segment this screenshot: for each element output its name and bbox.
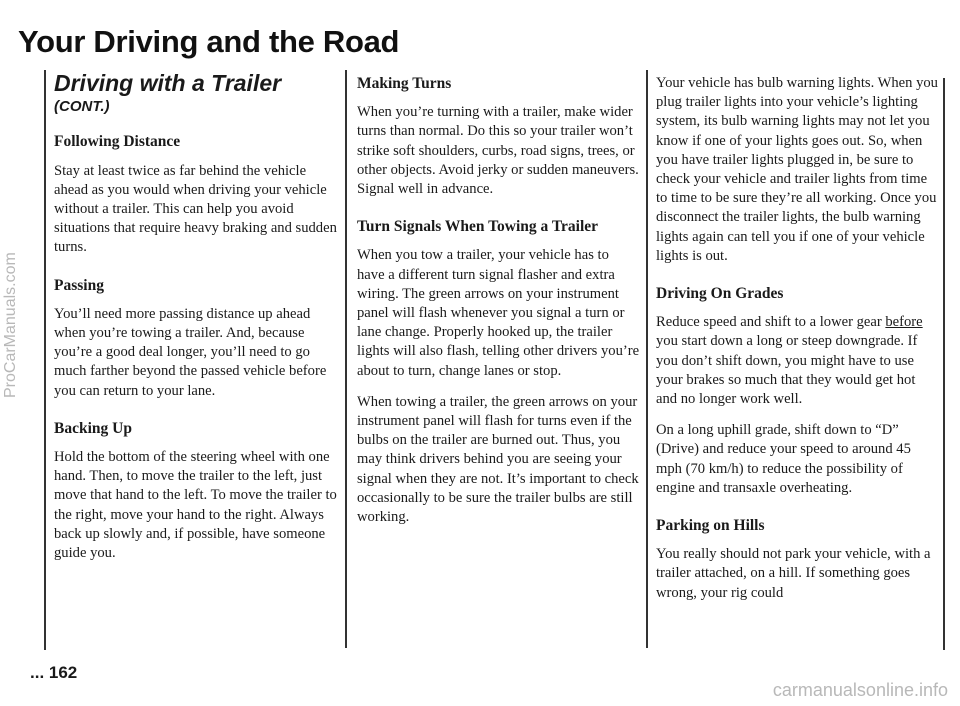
heading-making-turns: Making Turns xyxy=(357,75,452,92)
text-grades-1 xyxy=(656,313,938,409)
text-backing-up: Hold the bottom of the steering wheel with one hand. Then, to move the trailer to the left, just move that hand to the left. To move the trailer to the right, move your hand to the right. Always back up slowly and, if possible, have someone guide you. xyxy=(54,449,337,562)
heading-following-distance: Following Distance xyxy=(54,133,181,151)
text-bulb-warning: Your vehicle has bulb warning lights. When you plug trailer lights into your vehicle’s lighting system, its bulb warning lights may not let you know if one of your lights goes out. So, when you have trailer lights plugged in, be sure to check your vehicle and trailer lights from time to time to be sure they’re all working. Once you disconnect the trailer lights, the bulb warning lights again can tell you if one of your vehicle lights is out. xyxy=(656,75,938,264)
section-title: Driving with a Trailer xyxy=(54,70,282,96)
text-passing: You’ll need more passing distance up ahead when you’re towing a trailer. And, because you’re a good deal longer, you’ll need to go much farther beyond the passed vehicle before you can return to your lane. xyxy=(54,305,327,399)
column-divider-right xyxy=(646,70,648,648)
watermark-bottom: carmanualsonline.info xyxy=(772,680,948,700)
heading-parking-on-hills: Parking on Hills xyxy=(656,517,765,535)
column-2 xyxy=(357,74,640,539)
page-number: ... 162 xyxy=(30,663,78,682)
column-divider-left xyxy=(44,70,46,650)
text-grades-2: On a long uphill grade, shift down to “D” (Drive) and reduce your speed to around 45 mph (70 km/h) to reduce the possibility of engine and transaxle overheating. xyxy=(656,422,911,496)
heading-turn-signals: Turn Signals When Towing a Trailer xyxy=(357,218,599,236)
column-divider-far-right xyxy=(943,78,945,650)
text-grades-1-post: you start down a long or steep downgrade. If you don’t shift down, you might have to use your brakes so much that they would get hot and no longer work well. xyxy=(656,333,918,408)
heading-passing: Passing xyxy=(54,276,104,294)
section-continued: (CONT.) xyxy=(54,98,110,116)
text-turn-signals-2: When towing a trailer, the green arrows on your instrument panel will flash for turns even if the bulbs on the trailer are burned out. Thus, you may think drivers behind you are seeing your signal when they are not. It’s important to check occasionally to be sure the trailer bulbs are still working. xyxy=(357,393,639,526)
heading-backing-up: Backing Up xyxy=(54,419,132,437)
heading-driving-on-grades: Driving On Grades xyxy=(656,285,784,303)
text-turn-signals-1: When you tow a trailer, your vehicle has to have a different turn signal flasher and extra wiring. The green arrows on your instrument panel will flash whenever you signal a turn or lane change. Properly hooked up, the trailer lights will also flash, telling other drivers you’re about to turn, change lanes or stop. xyxy=(357,247,640,379)
column-3 xyxy=(656,74,938,615)
text-making-turns: When you’re turning with a trailer, make wider turns than normal. Do this so your trailer won’t strike soft shoulders, curbs, road signs, trees, or other objects. Avoid jerky or sudden maneuvers. Signal well in advance. xyxy=(357,104,639,198)
text-grades-1-emphasis: before xyxy=(885,314,923,331)
text-following-distance: Stay at least twice as far behind the vehicle ahead as you would when driving your vehicle without a trailer. This can help you avoid situations that require heavy braking and sudden turns. xyxy=(54,162,337,256)
watermark-side: ProCarManuals.com xyxy=(2,252,19,398)
column-1 xyxy=(54,70,339,575)
column-divider-middle xyxy=(345,70,347,648)
text-parking-on-hills: You really should not park your vehicle, with a trailer attached, on a hill. If something goes wrong, your rig could xyxy=(656,546,931,601)
page-title: Your Driving and the Road xyxy=(18,24,400,59)
text-grades-1-pre: Reduce speed and shift to a lower gear xyxy=(656,314,882,331)
